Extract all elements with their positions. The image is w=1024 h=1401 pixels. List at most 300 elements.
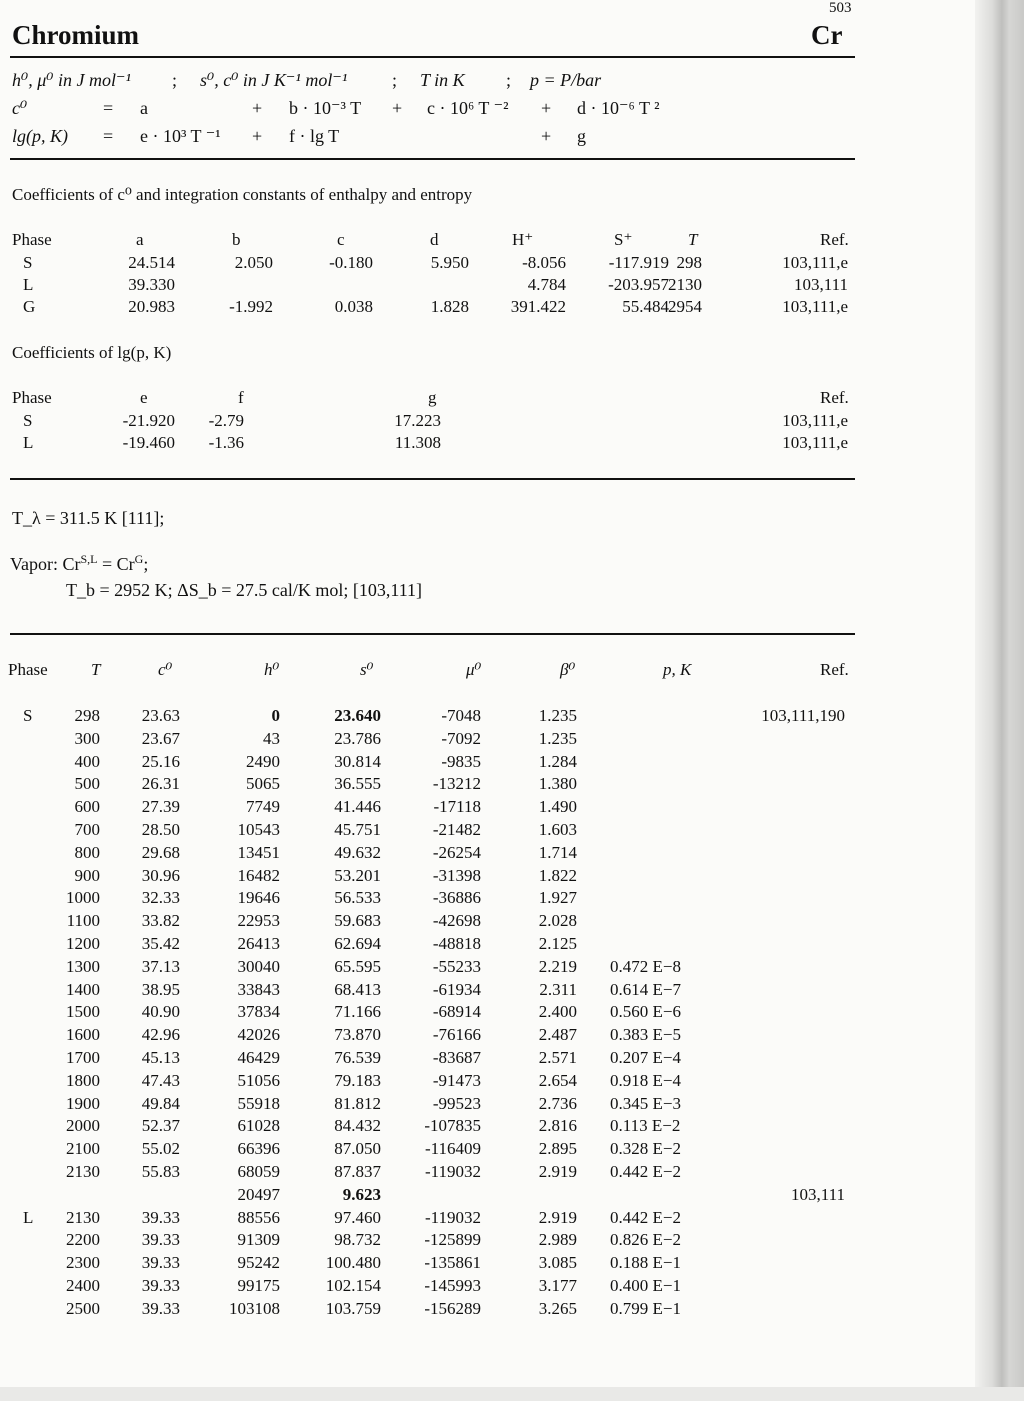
vapor-species: Cr xyxy=(62,554,81,574)
cell-p-k: 0.614 E−7 xyxy=(610,979,681,999)
units-temperature: T in K xyxy=(420,70,465,90)
table-row xyxy=(0,820,975,842)
cell-mu0: -55233 xyxy=(432,956,481,976)
table-row xyxy=(0,752,975,774)
cell-mu0: -107835 xyxy=(424,1116,481,1136)
table-row xyxy=(0,253,975,275)
vapor-species: = Cr xyxy=(97,554,135,574)
cell-h0: 95242 xyxy=(237,1253,280,1273)
formula-lg-lhs: lg(p, K) xyxy=(12,126,68,146)
formula-term-a: a xyxy=(140,98,148,118)
cell-p-k: 0.472 E−8 xyxy=(610,956,681,976)
formula-term-c: c · 10⁶ T ⁻² xyxy=(427,98,509,118)
cell-t: 2130 xyxy=(66,1207,100,1227)
units-h-mu: h⁰, μ⁰ in J mol⁻¹ xyxy=(12,70,131,90)
cell-e: -21.920 xyxy=(122,411,175,430)
vapor-note xyxy=(10,552,148,575)
cell-beta0: 2.400 xyxy=(538,1002,577,1022)
cell-c0: 30.96 xyxy=(141,865,180,885)
cell-mu0: -13212 xyxy=(432,774,481,794)
cell-s0: 23.640 xyxy=(334,706,381,725)
cell-t: 2954 xyxy=(668,297,702,316)
cell-p-k: 0.442 E−2 xyxy=(610,1162,681,1181)
cell-c: 0.038 xyxy=(334,297,373,316)
vapor-end: ; xyxy=(143,554,149,574)
cell-c0: 29.68 xyxy=(141,842,180,862)
cell-c0: 28.50 xyxy=(141,820,180,839)
cell-a: 20.983 xyxy=(128,297,175,316)
cell-beta0: 2.219 xyxy=(538,956,577,976)
cell-s0: 56.533 xyxy=(334,888,381,908)
table-header-row xyxy=(0,388,975,410)
cell-mu0: -42698 xyxy=(432,911,481,931)
col-header-t: T xyxy=(91,660,101,679)
cell-h0: 37834 xyxy=(237,1002,280,1022)
cell-mu0: -7048 xyxy=(441,706,481,725)
cell-p-k: 0.345 E−3 xyxy=(610,1093,681,1113)
cell-t: 1100 xyxy=(66,911,100,931)
cell-phase: S xyxy=(23,706,33,725)
cell-h0: 46429 xyxy=(237,1048,280,1067)
cell-s0: 84.432 xyxy=(334,1116,381,1136)
cell-c0: 27.39 xyxy=(141,797,180,817)
cell-t: 2200 xyxy=(66,1230,100,1250)
table-row xyxy=(0,1276,975,1298)
cell-mu0: -61934 xyxy=(432,979,481,999)
table-row xyxy=(0,1116,975,1138)
cell-s-plus: 55.484 xyxy=(622,297,669,316)
cell-beta0: 1.235 xyxy=(538,706,577,725)
table-row xyxy=(0,275,975,297)
cell-ref: 103,111,e xyxy=(782,297,848,316)
table-row xyxy=(0,774,975,796)
cell-h-plus: 391.422 xyxy=(510,297,566,316)
cell-phase: S xyxy=(23,411,33,430)
cell-h0: 43 xyxy=(263,728,280,748)
cell-t: 300 xyxy=(74,728,100,748)
col-header-c0: c⁰ xyxy=(158,660,173,679)
col-header-phase: Phase xyxy=(8,660,48,679)
cell-t: 2130 xyxy=(668,275,702,294)
cell-mu0: -7092 xyxy=(441,728,481,748)
table-row xyxy=(0,1208,975,1230)
cell-s0: 100.480 xyxy=(325,1253,381,1273)
cell-g: 11.308 xyxy=(394,433,441,452)
formula-plus: + xyxy=(541,98,552,118)
cell-s0: 71.166 xyxy=(334,1002,381,1022)
cell-beta0: 2.816 xyxy=(538,1116,577,1136)
vapor-label: Vapor: xyxy=(10,554,58,574)
cell-c0: 49.84 xyxy=(141,1093,180,1113)
cell-t: 2100 xyxy=(66,1139,100,1159)
cell-p-k: 0.826 E−2 xyxy=(610,1230,681,1250)
cell-ref: 103,111,e xyxy=(782,433,848,452)
cell-s0: 65.595 xyxy=(334,956,381,976)
cell-beta0: 1.235 xyxy=(538,728,577,748)
cell-h0: 55918 xyxy=(237,1093,280,1113)
table-header-row xyxy=(0,230,975,252)
cell-h0: 61028 xyxy=(237,1116,280,1136)
table-row xyxy=(0,934,975,956)
cell-h-plus: -8.056 xyxy=(522,253,566,272)
table-row xyxy=(0,297,975,319)
cell-ref: 103,111,190 xyxy=(761,706,845,725)
cell-ref: 103,111 xyxy=(791,1184,845,1204)
cell-s0: 81.812 xyxy=(334,1093,381,1113)
table-row xyxy=(0,1185,975,1207)
cell-s0: 98.732 xyxy=(334,1230,381,1250)
cell-h0: 22953 xyxy=(237,911,280,931)
cell-c0: 39.33 xyxy=(141,1230,180,1250)
cell-mu0: -156289 xyxy=(424,1298,481,1318)
col-header-s0: s⁰ xyxy=(360,660,374,679)
cell-c0: 55.02 xyxy=(141,1139,180,1159)
cell-t: 900 xyxy=(74,865,100,885)
cell-beta0: 2.919 xyxy=(538,1162,577,1181)
cell-mu0: -31398 xyxy=(432,865,481,885)
cell-beta0: 2.919 xyxy=(538,1207,577,1227)
header-rule xyxy=(10,56,855,58)
cell-h0: 16482 xyxy=(237,865,280,885)
cell-beta0: 2.487 xyxy=(538,1025,577,1045)
cell-p-k: 0.207 E−4 xyxy=(610,1048,681,1067)
cell-h0: 19646 xyxy=(237,888,280,908)
cell-s0: 30.814 xyxy=(334,751,381,771)
cell-t: 2130 xyxy=(66,1162,100,1181)
col-header-f: f xyxy=(238,388,244,407)
cell-t: 1900 xyxy=(66,1093,100,1113)
cell-c0: 37.13 xyxy=(141,956,180,976)
cell-p-k: 0.113 E−2 xyxy=(610,1116,681,1136)
cell-c0: 39.33 xyxy=(141,1298,180,1318)
cell-h0: 68059 xyxy=(237,1162,280,1181)
cell-mu0: -48818 xyxy=(432,934,481,953)
vapor-phase-sup: S,L xyxy=(80,552,98,566)
col-header-beta0: β⁰ xyxy=(560,660,576,679)
cell-h0: 51056 xyxy=(237,1070,280,1090)
cell-h-plus: 4.784 xyxy=(527,275,566,294)
col-header-c: c xyxy=(337,230,345,249)
cell-ref: 103,111,e xyxy=(782,253,848,272)
units-sep: ; xyxy=(392,70,398,90)
table-row xyxy=(0,1253,975,1275)
cell-c0: 39.33 xyxy=(141,1253,180,1273)
cell-s0: 49.632 xyxy=(334,842,381,862)
cell-h0: 33843 xyxy=(237,979,280,999)
cell-t: 400 xyxy=(74,751,100,771)
col-header-h-plus: H⁺ xyxy=(512,230,534,249)
formula-term-b: b · 10⁻³ T xyxy=(289,98,362,118)
table-row xyxy=(0,729,975,751)
cell-c: -0.180 xyxy=(329,253,373,272)
cell-mu0: -21482 xyxy=(432,820,481,839)
cell-beta0: 2.311 xyxy=(539,979,577,999)
cell-t: 1600 xyxy=(66,1025,100,1045)
cell-beta0: 2.654 xyxy=(538,1070,577,1090)
cell-c0: 23.67 xyxy=(141,728,180,748)
cell-beta0: 1.603 xyxy=(538,820,577,839)
cell-p-k: 0.442 E−2 xyxy=(610,1207,681,1227)
formula-plus: + xyxy=(252,98,263,118)
cell-beta0: 1.490 xyxy=(538,797,577,817)
section-rule xyxy=(10,478,855,480)
cell-mu0: -36886 xyxy=(432,888,481,908)
cell-b: -1.992 xyxy=(229,297,273,316)
cell-h0: 99175 xyxy=(237,1276,280,1295)
cell-t: 700 xyxy=(74,820,100,839)
formula-equals: = xyxy=(103,126,114,146)
cell-c0: 35.42 xyxy=(141,934,180,953)
cell-mu0: -9835 xyxy=(441,751,481,771)
cell-s0: 73.870 xyxy=(334,1025,381,1045)
cell-beta0: 1.822 xyxy=(538,865,577,885)
cell-c0: 23.63 xyxy=(141,706,180,725)
cell-h0: 7749 xyxy=(246,797,280,817)
cell-t: 1300 xyxy=(66,956,100,976)
cell-beta0: 1.927 xyxy=(538,888,577,908)
cell-mu0: -26254 xyxy=(432,842,481,862)
col-header-b: b xyxy=(232,230,241,249)
cell-p-k: 0.560 E−6 xyxy=(610,1002,681,1022)
cell-p-k: 0.918 E−4 xyxy=(610,1070,681,1090)
cell-s0: 59.683 xyxy=(334,911,381,931)
cell-s0: 23.786 xyxy=(334,728,381,748)
cell-c0: 52.37 xyxy=(141,1116,180,1136)
cell-t: 500 xyxy=(74,774,100,794)
col-header-g: g xyxy=(428,388,437,407)
cell-t: 1500 xyxy=(66,1002,100,1022)
formula-term-g: g xyxy=(577,126,586,146)
table-row xyxy=(0,1139,975,1161)
table-row xyxy=(0,1048,975,1070)
cell-beta0: 2.895 xyxy=(538,1139,577,1159)
col-header-a: a xyxy=(136,230,144,249)
cell-t: 2400 xyxy=(66,1276,100,1295)
section-rule xyxy=(10,158,855,160)
cell-g: 17.223 xyxy=(394,411,441,430)
cell-c0: 32.33 xyxy=(141,888,180,908)
formula-plus: + xyxy=(252,126,263,146)
cell-c0: 55.83 xyxy=(141,1162,180,1181)
cell-c0: 39.33 xyxy=(141,1207,180,1227)
cell-phase: L xyxy=(23,433,34,452)
table-row xyxy=(0,888,975,910)
cell-h0: 10543 xyxy=(237,820,280,839)
table-row xyxy=(0,1025,975,1047)
cell-p-k: 0.400 E−1 xyxy=(610,1276,681,1295)
cell-mu0: -125899 xyxy=(424,1230,481,1250)
cell-h0: 20497 xyxy=(237,1184,280,1204)
cell-p-k: 0.188 E−1 xyxy=(610,1253,681,1273)
cell-s0: 87.837 xyxy=(334,1162,381,1181)
table-row xyxy=(0,706,975,728)
units-sep: ; xyxy=(172,70,178,90)
units-sep: ; xyxy=(506,70,512,90)
cell-mu0: -99523 xyxy=(432,1093,481,1113)
cell-t: 1200 xyxy=(66,934,100,953)
cell-h0: 13451 xyxy=(237,842,280,862)
cell-beta0: 2.736 xyxy=(538,1093,577,1113)
cell-beta0: 2.028 xyxy=(538,911,577,931)
cell-f: -1.36 xyxy=(208,433,244,452)
cell-h0: 5065 xyxy=(246,774,280,794)
col-header-phase: Phase xyxy=(12,388,52,407)
cell-mu0: -116409 xyxy=(424,1139,481,1159)
formula-term-f: f · lg T xyxy=(289,126,340,146)
col-header-p-k: p, K xyxy=(663,660,692,679)
cell-beta0: 2.989 xyxy=(538,1230,577,1250)
table-row xyxy=(0,957,975,979)
cell-c0: 39.33 xyxy=(141,1276,180,1295)
vapor-phase-sup: G xyxy=(134,552,144,566)
coeff-c0-heading: Coefficients of c⁰ and integration constants of enthalpy and entropy xyxy=(12,185,473,204)
cell-e: -19.460 xyxy=(122,433,175,452)
cell-t: 2300 xyxy=(66,1253,100,1273)
cell-s0: 102.154 xyxy=(325,1276,381,1295)
t-lambda-note: T_λ = 311.5 K [111]; xyxy=(12,508,165,528)
table-row xyxy=(0,1071,975,1093)
cell-h0: 30040 xyxy=(237,956,280,976)
page-title: Chromium xyxy=(12,20,140,50)
col-header-e: e xyxy=(140,388,148,407)
cell-beta0: 3.265 xyxy=(538,1298,577,1318)
formula-plus: + xyxy=(541,126,552,146)
cell-beta0: 1.284 xyxy=(538,751,577,771)
cell-h0: 2490 xyxy=(246,751,280,771)
coeff-lg-heading: Coefficients of lg(p, K) xyxy=(12,343,172,362)
cell-phase: G xyxy=(23,297,36,316)
cell-mu0: -76166 xyxy=(432,1025,481,1045)
cell-beta0: 1.714 xyxy=(538,842,577,862)
cell-ref: 103,111 xyxy=(794,275,848,294)
main-table-header xyxy=(0,660,975,682)
cell-s-plus: -117.919 xyxy=(608,253,669,272)
formula-cp-lhs: c⁰ xyxy=(12,98,28,118)
cell-mu0: -83687 xyxy=(432,1048,481,1067)
cell-t: 1000 xyxy=(66,888,100,908)
col-header-h0: h⁰ xyxy=(264,660,280,679)
cell-s0: 36.555 xyxy=(334,774,381,794)
formula-term-e: e · 10³ T ⁻¹ xyxy=(140,126,221,146)
cell-p-k: 0.799 E−1 xyxy=(610,1298,681,1318)
table-row xyxy=(0,1162,975,1184)
cell-p-k: 0.383 E−5 xyxy=(610,1025,681,1045)
table-row xyxy=(0,411,975,433)
cell-mu0: -68914 xyxy=(432,1002,481,1022)
cell-h0: 26413 xyxy=(237,934,280,953)
cell-c0: 38.95 xyxy=(141,979,180,999)
table-row xyxy=(0,843,975,865)
cell-h0: 103108 xyxy=(229,1298,280,1318)
cell-s0: 41.446 xyxy=(334,797,381,817)
cell-c0: 40.90 xyxy=(141,1002,180,1022)
page-number: 503 xyxy=(829,0,852,16)
units-s-c: s⁰, c⁰ in J K⁻¹ mol⁻¹ xyxy=(200,70,348,90)
page-bottom-edge xyxy=(0,1387,1024,1401)
table-row xyxy=(0,1002,975,1024)
table-row xyxy=(0,866,975,888)
cell-beta0: 2.125 xyxy=(538,934,577,953)
table-row xyxy=(0,433,975,455)
col-header-d: d xyxy=(430,230,439,249)
cell-p-k: 0.328 E−2 xyxy=(610,1139,681,1159)
cell-s0: 68.413 xyxy=(334,979,381,999)
boiling-note: T_b = 2952 K; ΔS_b = 27.5 cal/K mol; [103,111] xyxy=(66,580,423,600)
cell-h0: 91309 xyxy=(237,1230,280,1250)
cell-t: 2000 xyxy=(66,1116,100,1136)
cell-s0: 97.460 xyxy=(334,1207,381,1227)
cell-beta0: 2.571 xyxy=(538,1048,577,1067)
cell-phase: S xyxy=(23,253,33,272)
table-row xyxy=(0,980,975,1002)
cell-mu0: -119032 xyxy=(424,1207,481,1227)
cell-h0: 42026 xyxy=(237,1025,280,1045)
cell-s0: 87.050 xyxy=(334,1139,381,1159)
cell-s0: 76.539 xyxy=(334,1048,381,1067)
cell-b: 2.050 xyxy=(234,253,273,272)
col-header-phase: Phase xyxy=(12,230,52,249)
cell-s-plus: -203.957 xyxy=(608,275,669,294)
cell-a: 39.330 xyxy=(128,275,175,294)
cell-beta0: 3.085 xyxy=(538,1253,577,1273)
col-header-s-plus: S⁺ xyxy=(614,230,633,249)
section-rule xyxy=(10,633,855,635)
cell-s0: 79.183 xyxy=(334,1070,381,1090)
col-header-ref: Ref. xyxy=(820,388,849,407)
cell-c0: 26.31 xyxy=(141,774,180,794)
table-row xyxy=(0,1094,975,1116)
cell-s0: 103.759 xyxy=(325,1298,381,1318)
cell-mu0: -119032 xyxy=(424,1162,481,1181)
cell-a: 24.514 xyxy=(128,253,175,272)
cell-t: 800 xyxy=(74,842,100,862)
cell-t: 2500 xyxy=(66,1298,100,1318)
cell-phase: L xyxy=(23,275,34,294)
cell-mu0: -145993 xyxy=(424,1276,481,1295)
cell-beta0: 3.177 xyxy=(538,1276,577,1295)
cell-t: 1400 xyxy=(66,979,100,999)
units-pressure: p = P/bar xyxy=(530,70,602,90)
cell-t: 1800 xyxy=(66,1070,100,1090)
cell-h0: 66396 xyxy=(237,1139,280,1159)
formula-term-d: d · 10⁻⁶ T ² xyxy=(577,98,660,118)
element-symbol: Cr xyxy=(811,20,843,50)
col-header-t: T xyxy=(688,230,698,249)
cell-h0: 88556 xyxy=(237,1207,280,1227)
cell-s0: 53.201 xyxy=(334,865,381,885)
cell-s0: 62.694 xyxy=(334,934,381,953)
cell-c0: 47.43 xyxy=(141,1070,180,1090)
cell-t: 298 xyxy=(74,706,100,725)
page-edge-shadow xyxy=(975,0,1024,1401)
cell-mu0: -91473 xyxy=(432,1070,481,1090)
formula-equals: = xyxy=(103,98,114,118)
cell-t: 1700 xyxy=(66,1048,100,1067)
cell-mu0: -135861 xyxy=(424,1253,481,1273)
cell-t: 600 xyxy=(74,797,100,817)
col-header-ref: Ref. xyxy=(820,230,849,249)
cell-c0: 25.16 xyxy=(141,751,180,771)
cell-d: 5.950 xyxy=(430,253,469,272)
table-row xyxy=(0,1299,975,1321)
cell-mu0: -17118 xyxy=(433,797,481,817)
table-row xyxy=(0,911,975,933)
col-header-ref: Ref. xyxy=(820,660,849,679)
cell-ref: 103,111,e xyxy=(782,411,848,430)
table-row xyxy=(0,1230,975,1252)
cell-phase: L xyxy=(23,1207,34,1227)
cell-s0: 9.623 xyxy=(342,1184,381,1204)
